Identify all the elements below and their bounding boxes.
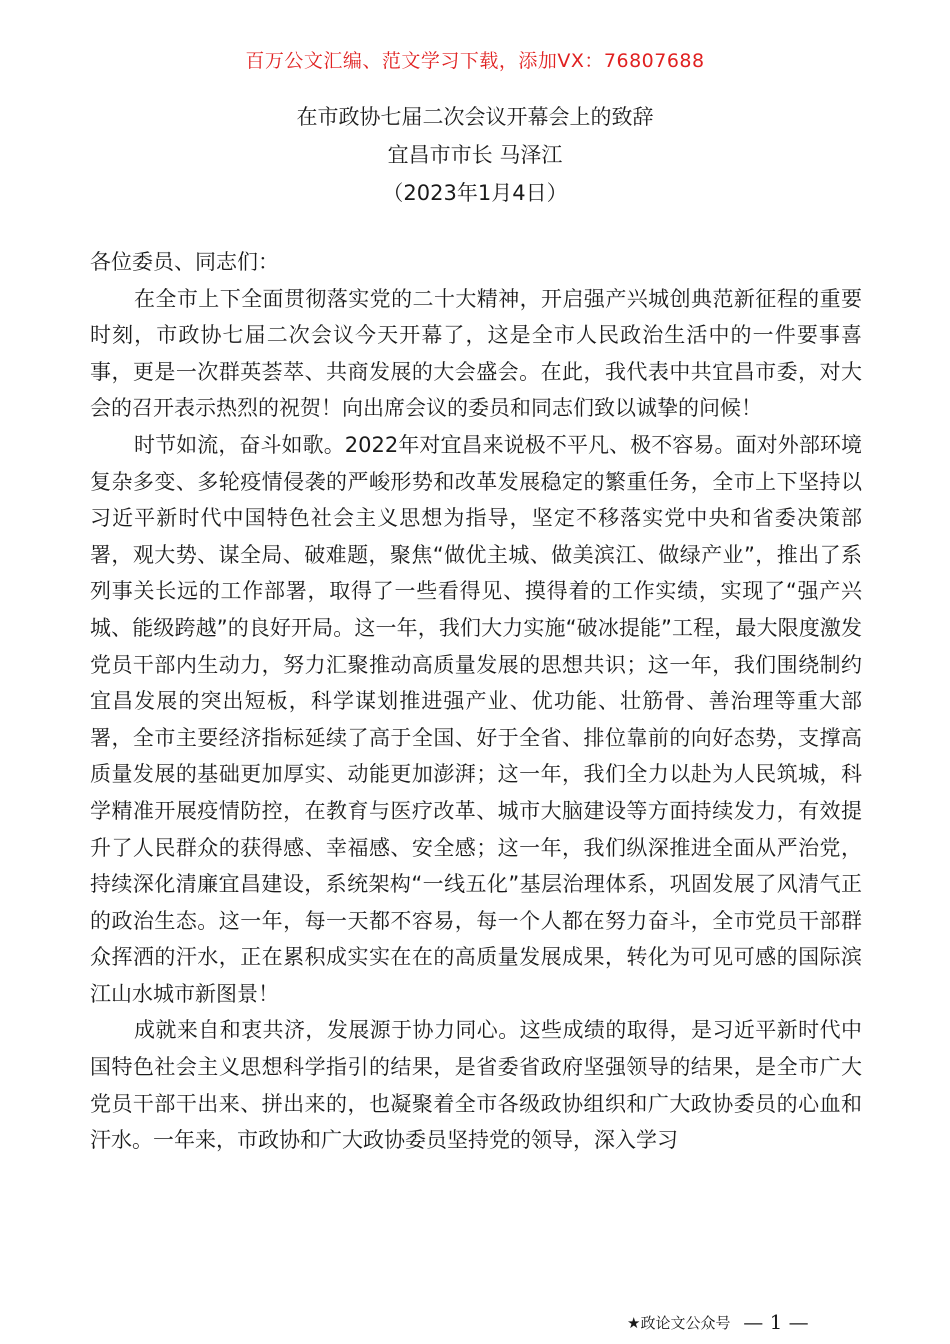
- paragraph: 时节如流，奋斗如歌。2022年对宜昌来说极不平凡、极不容易。面对外部环境复杂多变、多轮疫情侵袭的严峻形势和改革发展稳定的繁重任务，全市上下坚持以习近平新时代中国特色社会主义思想为指导，坚定不移落实党中央和省委决策部署，观大势、谋全局、破难题，聚焦“做优主城、做美滨江、做绿产业”，推出了系列事关长远的工作部署，取得了一些看得见、摸得着的工作实绩，实现了“强产兴城、能级跨越”的良好开局。这一年，我们大力实施“破冰提能”工程，最大限度激发党员干部内生动力，努力汇聚推动高质量发展的思想共识；这一年，我们围绕制约宜昌发展的突出短板，科学谋划推进强产业、优功能、壮筋骨、善治理等重大部署，全市主要经济指标延续了高于全国、好于全省、排位靠前的向好态势，支撑高质量发展的基础更加厚实、动能更加澎湃；这一年，我们全力以赴为人民筑城，科学精准开展疫情防控，在教育与医疗改革、城市大脑建设等方面持续发力，有效提升了人民群众的获得感、幸福感、安全感；这一年，我们纵深推进全面从严治党，持续深化清廉宜昌建设，系统架构“一线五化”基层治理体系，巩固发展了风清气正的政治生态。这一年，每一天都不容易，每一个人都在努力奋斗，全市党员干部群众挥洒的汗水，正在累积成实实在在的高质量发展成果，转化为可见可感的国际滨江山水城市新图景！: [90, 432, 862, 1006]
- document-date: （2023年1月4日）: [382, 181, 568, 205]
- document-title: 在市政协七届二次会议开幕会上的致辞: [296, 105, 654, 129]
- document-body: [90, 244, 862, 1159]
- paragraph: 在全市上下全面贯彻落实党的二十大精神，开启强产兴城创典范新征程的重要时刻，市政协七届二次会议今天开幕了，这是全市人民政治生活中的一件要事喜事，更是一次群英荟萃、共商发展的大会盛会。在此，我代表中共宜昌市委，对大会的召开表示热烈的祝贺！向出席会议的委员和同志们致以诚挚的问候！: [90, 286, 862, 421]
- document-author: 宜昌市市长 马泽江: [387, 143, 563, 167]
- title-block: [0, 98, 950, 212]
- watermark-banner: 百万公文汇编、范文学习下载，添加VX：76807688: [245, 50, 705, 72]
- salutation: 各位委员、同志们：: [90, 250, 279, 274]
- footer-source: ★政论文公众号: [627, 1314, 731, 1332]
- page-footer: [627, 1310, 809, 1334]
- page-number: — 1 —: [743, 1310, 809, 1334]
- paragraph: 成就来自和衷共济，发展源于协力同心。这些成绩的取得，是习近平新时代中国特色社会主义思想科学指引的结果，是省委省政府坚强领导的结果，是全市广大党员干部干出来、拼出来的，也凝聚着全市各级政协组织和广大政协委员的心血和汗水。一年来，市政协和广大政协委员坚持党的领导，深入学习: [90, 1018, 862, 1153]
